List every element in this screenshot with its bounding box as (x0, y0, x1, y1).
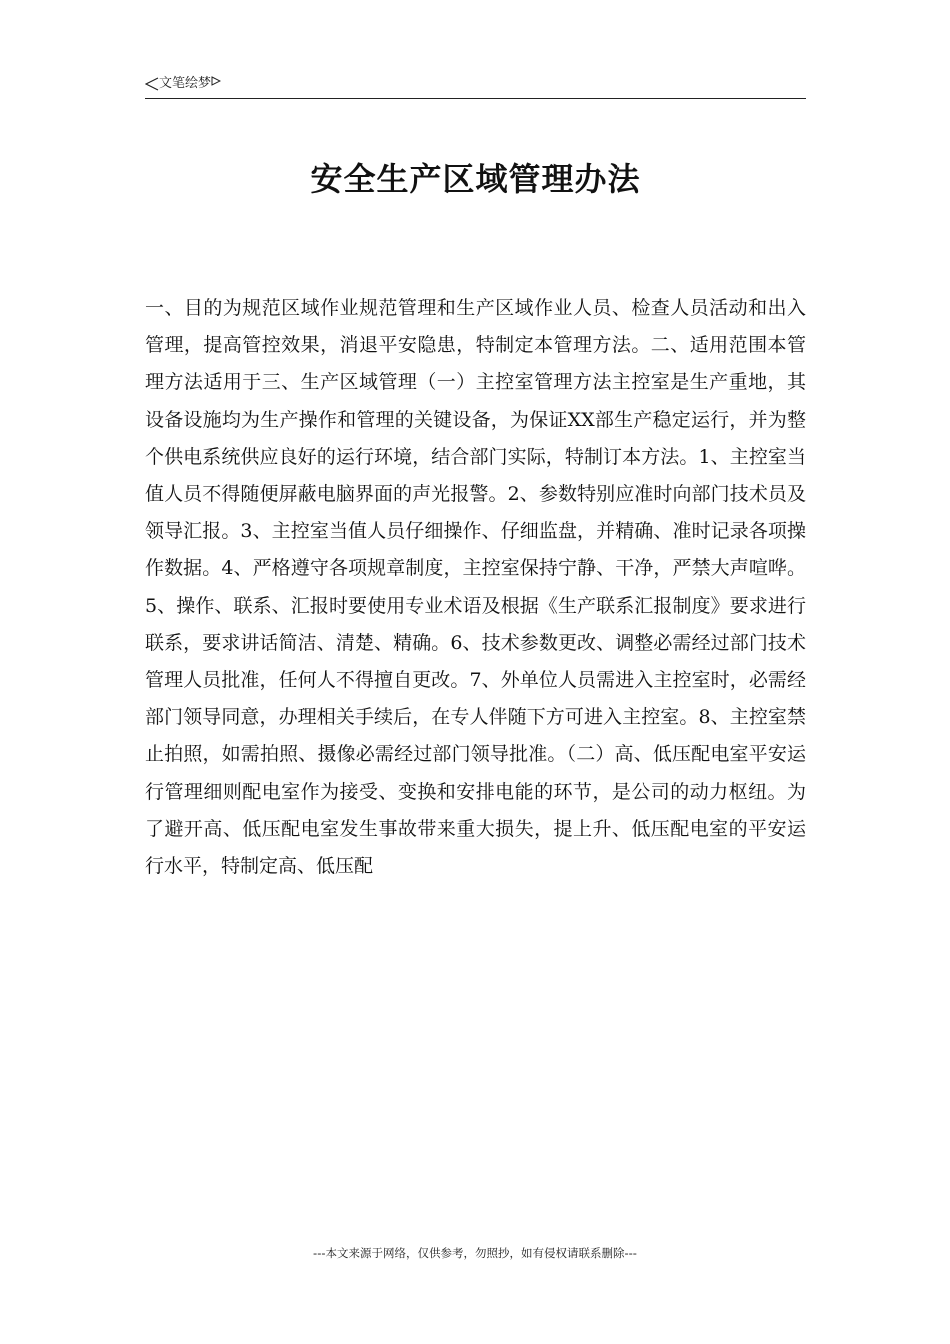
page-header (145, 74, 806, 99)
document-title: 安全生产区域管理办法 (310, 160, 641, 198)
document-body: 一、目的为规范区域作业规范管理和生产区域作业人员、检查人员活动和出入管理，提高管控效果，消退平安隐患，特制定本管理方法。二、适用范围本管理方法适用于三、生产区域管理（一）主控室管理方法主控室是生产重地，其设备设施均为生产操作和管理的关键设备，为保证XX部生产稳定运行，并为整个供电系统供应良好的运行环境，结合部门实际，特制订本方法。1、主控室当值人员不得随便屏蔽电脑界面的声光报警。2、参数特别应准时向部门技术员及领导汇报。3、主控室当值人员仔细操作、仔细监盘，并精确、准时记录各项操作数据。4、严格遵守各项规章制度，主控室保持宁静、干净，严禁大声喧哗。5、操作、联系、汇报时要使用专业术语及根据《生产联系汇报制度》要求进行联系，要求讲话简洁、清楚、精确。6、技术参数更改、调整必需经过部门技术管理人员批准，任何人不得擅自更改。7、外单位人员需进入主控室时，必需经部门领导同意，办理相关手续后，在专人伴随下方可进入主控室。8、主控室禁止拍照，如需拍照、摄像必需经过部门领导批准。（二）高、低压配电室平安运行管理细则配电室作为接受、变换和安排电能的环节，是公司的动力枢纽。为了避开高、低压配电室发生事故带来重大损失，提上升、低压配电室的平安运行水平，特制定高、低压配 (145, 297, 806, 878)
right-triangle-icon (211, 76, 221, 86)
left-triangle-icon (145, 77, 159, 91)
header-brand-text: 文笔绘梦 (159, 76, 212, 91)
page-footer-disclaimer: ---本文来源于网络，仅供参考，勿照抄，如有侵权请联系删除--- (313, 1246, 637, 1260)
